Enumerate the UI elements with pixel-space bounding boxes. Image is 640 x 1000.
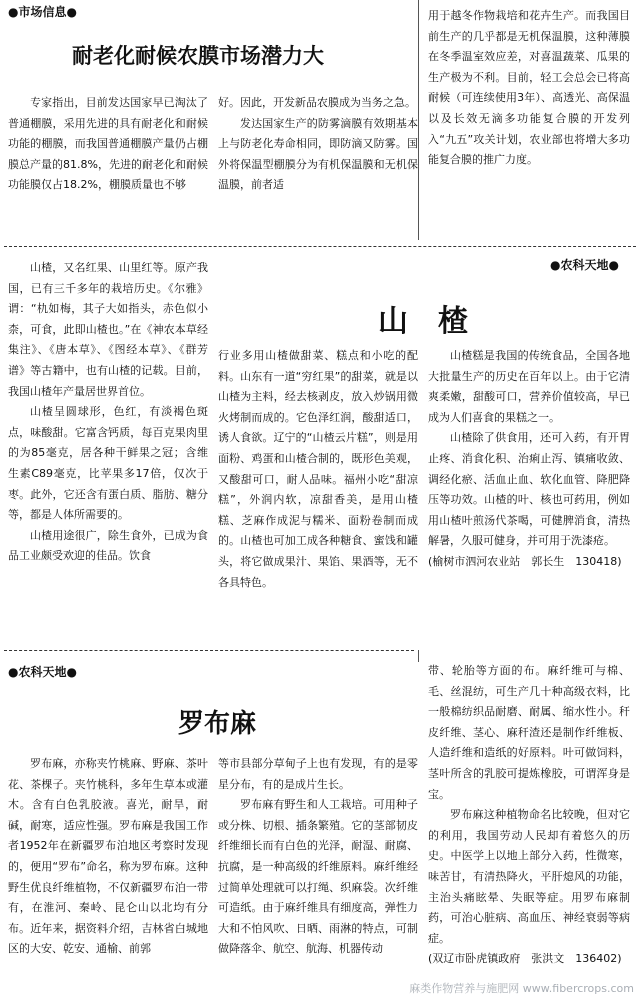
article-title: 罗布麻 <box>178 709 257 739</box>
article-column-1 <box>8 754 208 998</box>
article-column-2 <box>218 93 418 241</box>
section-luobuma <box>0 655 640 1000</box>
section-divider <box>4 650 414 651</box>
paragraph: 山楂呈圆球形，色红，有淡褐色斑点，味酸甜。它富含钙质，每百克果肉里的为85毫克，居各种干鲜果之冠；含维生素C89毫克，比苹果多17倍，仅次于枣。此外，它还含有蛋白质、脂肪、糖分等，都是人体所需要的。 <box>8 405 208 522</box>
article-column-1 <box>8 93 208 241</box>
paragraph: 行业多用山楂做甜菜、糕点和小吃的配料。山东有一道“穷红果”的甜菜，就是以山楂为主料，经去核剥皮，放入炒锅用微火烤制而成的。它色泽红润，酸甜适口，诱人食欲。辽宁的“山楂云片糕”，则是用面粉、鸡蛋和山楂合制的，既形色美观，又酸甜可口，耐人品味。福州小吃“甜凉糕”，外润内软，凉甜香美，是用山楂糕、芝麻作成泥与糯米、面粉卷制而成的。山楂也可加工成各种糖食、蜜饯和罐头，将它做成果汁、果馅、果酒等，无不各具特色。 <box>218 349 418 589</box>
article-column-3 <box>428 661 630 998</box>
paragraph: 罗布麻有野生和人工栽培。可用种子或分株、切根、插条繁殖。它的茎部韧皮纤维细长而有白色的光泽，耐湿、耐腐、抗腐，是一种高级的纤维原料。麻纤维经过简单处理就可以打绳、织麻袋。次纤维可造纸。由于麻纤维具有细度高，弹性力大和不怕风吹、日晒、雨淋的特点，可制做降落伞、航空、航海、机器传动 <box>218 798 418 956</box>
paragraph: 带、轮胎等方面的布。麻纤维可与棉、毛、丝混纺，可生产几十种高级衣料，比一般棉纺织品耐磨、耐属、缩水性小。秆皮纤维、茎心、麻秆渣还是制作纤维板、人造纤维和造纸的好原料。叶可做饲料，茎叶所含的乳胶可提炼橡胶，可谓浑身是宝。 <box>428 664 630 801</box>
paragraph: 山楂糕是我国的传统食品，全国各地大批量生产的历史在百年以上。由于它清爽柔嫩，甜酸可口，营养价值较高，早已成为人们喜食的果糕之一。 <box>428 349 630 424</box>
paragraph: 山楂，又名红果、山里红等。原产我国，已有三千多年的栽培历史。《尔雅》谓：“朹如梅，其子大如指头，赤色似小柰，可食，此即山楂也。”在《神农本草经集注》、《唐本草》、《图经本草》、《群芳谱》等古籍中，也有山楂的记载。目前，我国山楂年产量居世界首位。 <box>8 261 208 398</box>
article-column-3 <box>428 346 630 640</box>
column-divider <box>418 0 419 240</box>
section-tag: ●农科天地● <box>8 665 77 679</box>
watermark: 麻类作物营养与施肥网 www.fibercrops.com <box>409 982 634 995</box>
article-column-3 <box>428 6 630 242</box>
paragraph: 罗布麻，亦称夹竹桃麻、野麻、茶叶花、茶棵子。夹竹桃科，多年生草本或灌木。含有白色乳胶液。喜光，耐旱，耐碱，耐寒，适应性强。罗布麻是我国工作者1952年在新疆罗布泊地区考察时发现的，便用“罗布”命名，称为罗布麻。这种野生优良纤维植物，不仅新疆罗布泊一带有，在淮河、秦岭、昆仑山以北均有分布。近年来，据资料介绍，吉林省白城地区的大安、乾安、通榆、前郭 <box>8 757 208 956</box>
article-title: 耐老化耐候农膜市场潜力大 <box>72 44 324 68</box>
paragraph: 用于越冬作物栽培和花卉生产。而我国目前生产的几乎都是无机保温膜，这种薄膜在冬季温室效应差，对喜温蔬菜、瓜果的生产极为不利。目前，轻工会总会已将高耐候（可连续使用3年）、高透光、高保温以及长效无滴多功能复合膜的开发列入“九五”攻关计划，农业部也将增大多功能复合膜的推广力度。 <box>428 9 630 167</box>
article-column-1 <box>8 258 208 640</box>
paragraph: 山楂除了供食用，还可入药，有开胃止疼、消食化积、治痢止泻、镇痛收敛、调经化瘀、活血止血、软化血管、降肥降压等功效。山楂的叶、核也可药用，例如用山楂叶煎汤代茶喝，可健脾消食，清热解暑，久服可健身，并可用于洗漆疮。 <box>428 431 630 548</box>
section-tag: ●市场信息● <box>8 5 77 19</box>
article-column-2 <box>218 754 418 998</box>
section-divider <box>4 246 636 247</box>
paragraph: 罗布麻这种植物命名比较晚，但对它的利用，我国劳动人民却有着悠久的历史。中医学上以地上部分入药，性微寒，味苦甘，有清热降火，平肝熄风的功能，主治头痛眩晕、失眠等症。用罗布麻制药，可治心脏病、高血压、神经衰弱等病症。 <box>428 808 630 945</box>
author-signature: (双辽市卧虎镇政府 张洪文 136402) <box>428 952 622 966</box>
paragraph: 等市县部分草甸子上也有发现，有的是零星分布，有的是成片生长。 <box>218 757 418 791</box>
author-signature: (榆树市泗河农业站 郭长生 130418) <box>428 554 622 568</box>
paragraph: 好。因此，开发新品农膜成为当务之急。 <box>218 96 416 109</box>
article-title: 山 楂 <box>378 304 468 339</box>
paragraph: 专家指出，目前发达国家早已淘汰了普通棚膜，采用先进的具有耐老化和耐候功能的棚膜，而我国普通棚膜产量仍占棚膜总产量的81.8%，先进的耐老化和耐候功能膜仅占18.2%，棚膜质量也不够 <box>8 96 208 192</box>
paragraph: 山楂用途很广，除生食外，已成为食品工业颇受欢迎的佳品。饮食 <box>8 528 208 563</box>
section-hawthorn <box>0 250 640 650</box>
section-market-info <box>0 0 640 250</box>
paragraph: 发达国家生产的防雾滴膜有效期基本上与防老化寿命相同，即防滴又防雾。国外将保温型棚膜分为有机保温膜和无机保温膜，前者适 <box>218 116 418 192</box>
article-column-2 <box>218 346 418 640</box>
section-tag: ●农科天地● <box>550 258 619 272</box>
